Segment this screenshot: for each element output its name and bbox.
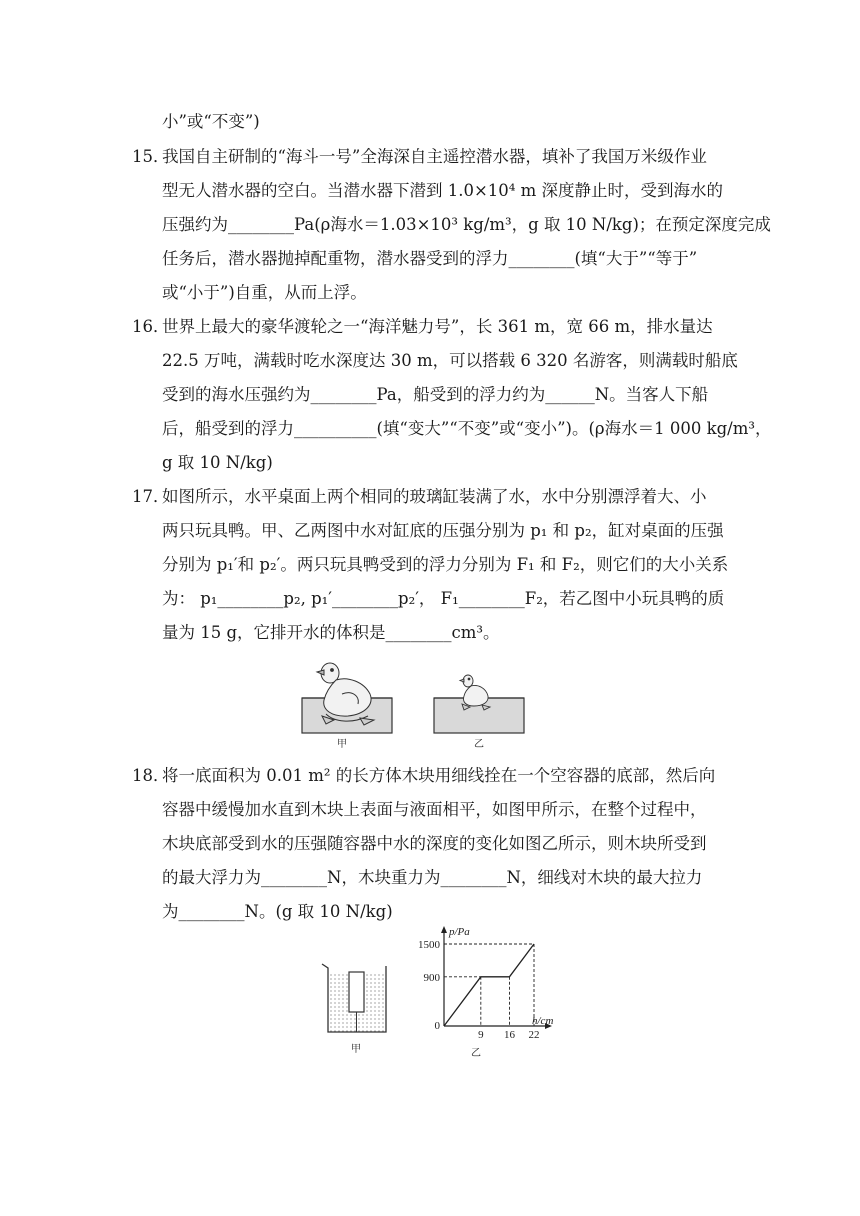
wood-block-icon	[349, 972, 364, 1012]
question-text-line: 后，船受到的浮力__________(填“变大”“不变”或“变小”)。(ρ海水＝1 000 kg/m³，	[162, 419, 772, 438]
x-tick-label: 16	[503, 1029, 515, 1041]
question-text-line: 我国自主研制的“海斗一号”全海深自主遥控潜水器，填补了我国万米级作业	[162, 147, 707, 166]
figure-label-jia: 甲	[337, 739, 347, 750]
question-number: 16．	[132, 317, 170, 336]
y-tick-label: 900	[423, 971, 440, 984]
question-text-line: 两只玩具鸭。甲、乙两图中水对缸底的压强分别为 p₁ 和 p₂，缸对桌面的压强	[162, 521, 724, 540]
question-text-line: 世界上最大的豪华渡轮之一“海洋魅力号”，长 361 m，宽 66 m，排水量达	[162, 317, 713, 336]
x-axis-label: h/cm	[532, 1015, 554, 1027]
question-number: 15．	[132, 147, 170, 166]
question-text-line: 的最大浮力为________N，木块重力为________N，细线对木块的最大拉力	[162, 868, 703, 887]
question-number: 18．	[132, 766, 170, 785]
question-text-line: 压强约为________Pa(ρ海水＝1.03×10³ kg/m³，g 取 10 N/kg)；在预定深度完成	[162, 215, 771, 234]
figure-label-jia: 甲	[351, 1044, 361, 1055]
y-axis-arrow	[441, 926, 447, 933]
question-text-line: 为： p₁________p₂, p₁′________p₂′， F₁________F₂，若乙图中小玩具鸭的质	[162, 589, 725, 608]
beaker-figure	[318, 954, 398, 1058]
x-tick-label: 22	[528, 1029, 540, 1041]
question-text-line: 量为 15 g，它排开水的体积是________cm³。	[162, 623, 500, 642]
guide-lines	[444, 944, 534, 1026]
y-tick-label: 0	[434, 1020, 440, 1032]
question-text-line: 任务后，潜水器抛掉配重物，潜水器受到的浮力________(填“大于”“等于”	[162, 249, 698, 268]
y-axis-label: p/Pa	[449, 926, 470, 938]
question-text-line: 22.5 万吨，满载时吃水深度达 30 m，可以搭载 6 320 名游客，则满载时船底	[162, 351, 738, 370]
data-series-line	[444, 944, 534, 1026]
figure-label-yi: 乙	[471, 1048, 481, 1059]
x-tick-label: 9	[478, 1029, 484, 1041]
question-text-line: 将一底面积为 0.01 m² 的长方体木块用细线拴在一个空容器的底部，然后向	[162, 766, 716, 785]
duck-tanks-figure	[296, 656, 576, 750]
question-text-line: 如图所示，水平桌面上两个相同的玻璃缸装满了水，水中分别漂浮着大、小	[162, 487, 707, 506]
question-text-line: g 取 10 N/kg)	[162, 453, 273, 472]
question-text-line: 型无人潜水器的空白。当潜水器下潜到 1.0×10⁴ m 深度静止时，受到海水的	[162, 181, 724, 200]
figure-label-yi: 乙	[474, 739, 484, 750]
continued-line: 小”或“不变”)	[162, 112, 260, 131]
y-tick-label: 1500	[418, 939, 440, 951]
question-number: 17．	[132, 487, 170, 506]
question-text-line: 或“小于”)自重，从而上浮。	[162, 283, 367, 302]
question-text-line: 容器中缓慢加水直到木块上表面与液面相平，如图甲所示，在整个过程中，	[162, 800, 707, 819]
pressure-depth-chart	[410, 924, 570, 1060]
question-text-line: 为________N。(g 取 10 N/kg)	[162, 902, 393, 921]
question-text-line: 受到的海水压强约为________Pa，船受到的浮力约为______N。当客人下船	[162, 385, 709, 404]
question-text-line: 木块底部受到水的压强随容器中水的深度的变化如图乙所示，则木块所受到	[162, 834, 707, 853]
question-text-line: 分别为 p₁′和 p₂′。两只玩具鸭受到的浮力分别为 F₁ 和 F₂，则它们的大小关系	[162, 555, 729, 574]
